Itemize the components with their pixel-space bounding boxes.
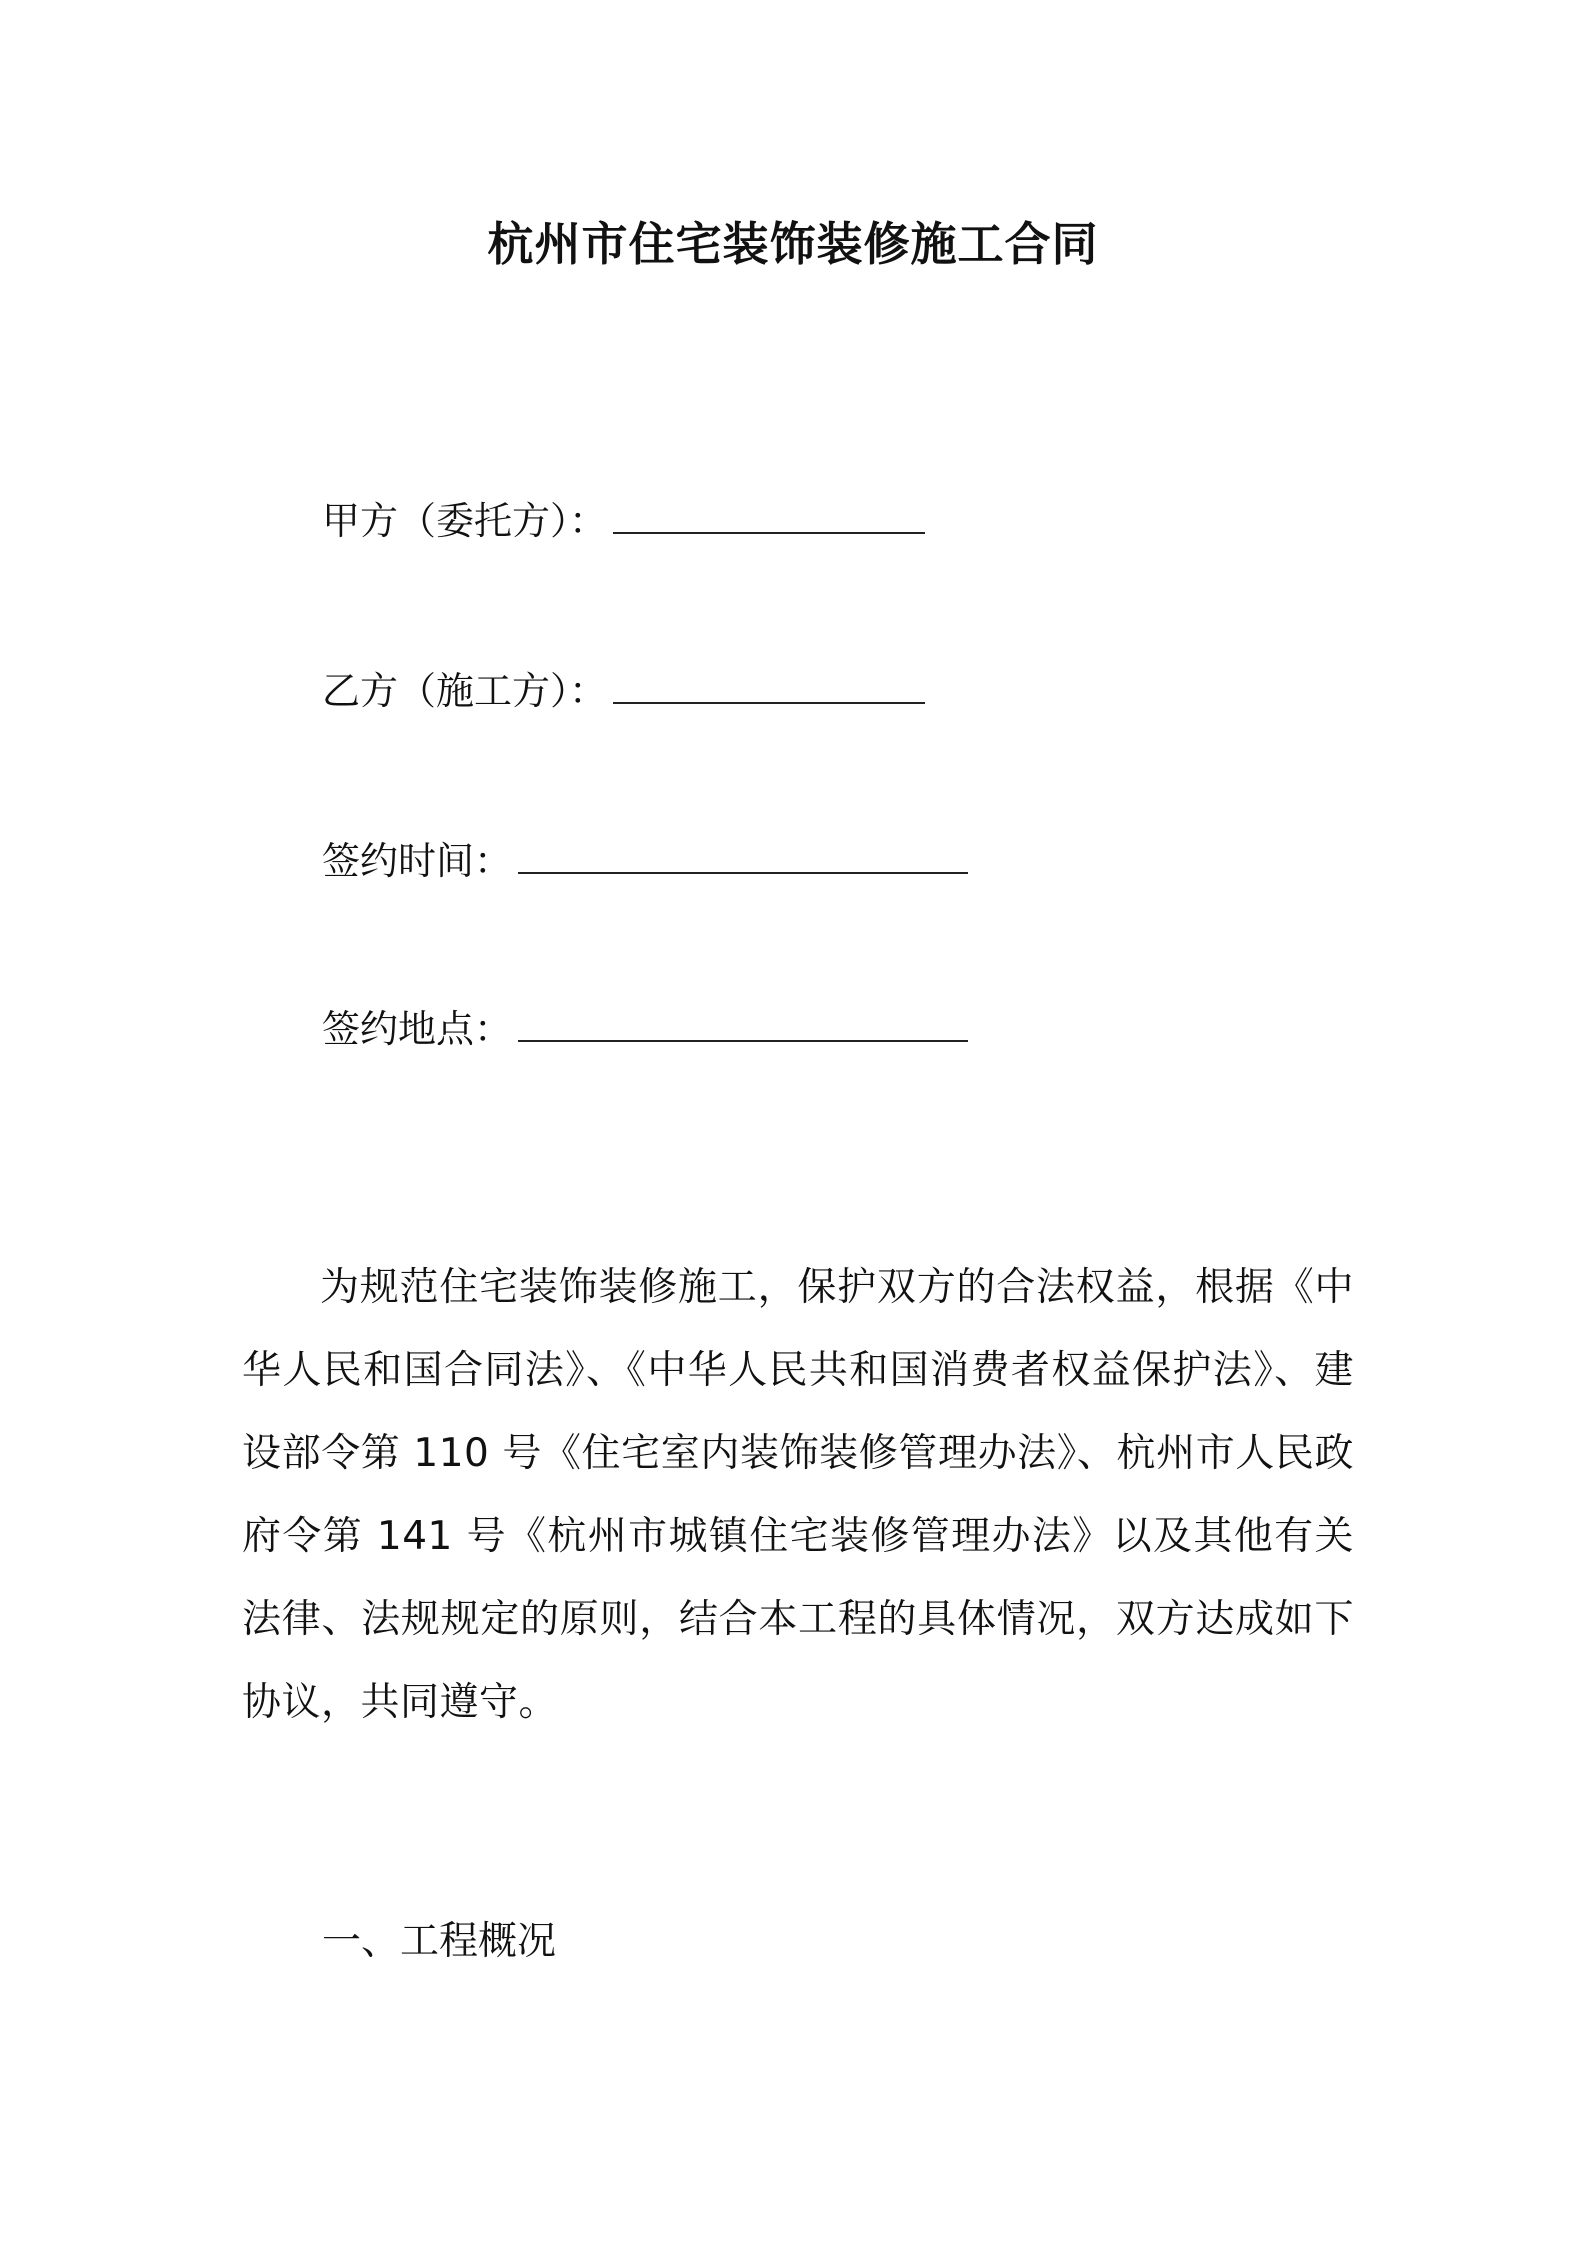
party-a-label: 甲方（委托方）： <box>322 499 608 543</box>
section-heading-project-overview: 一、工程概况 <box>322 1919 557 1964</box>
preamble-paragraph: 为规范住宅装饰装修施工，保护双方的合法权益，根据《中华人民和国合同法》、《中华人民共和国消费者权益保护法》、建设部令第 110 号《住宅室内装饰装修管理办法》、杭州市人民政府令第 141 号《杭州市城镇住宅装修管理办法》以及其他有关法律、法规规定的原则，结合本工程的具体情况，双方达成如下协议，共同遵守。 <box>242 1265 1354 1725</box>
party-a-blank <box>613 492 925 534</box>
party-a-field <box>322 492 925 549</box>
party-b-label: 乙方（施工方）： <box>322 669 608 713</box>
document-title: 杭州市住宅装饰装修施工合同 <box>487 217 1099 271</box>
sign-time-label: 签约时间： <box>322 839 513 883</box>
party-b-blank <box>613 662 925 704</box>
sign-time-field <box>322 832 968 889</box>
sign-place-field <box>322 1000 968 1057</box>
sign-place-blank <box>518 1000 968 1042</box>
sign-place-label: 签约地点： <box>322 1007 513 1051</box>
party-b-field <box>322 662 925 719</box>
sign-time-blank <box>518 832 968 874</box>
